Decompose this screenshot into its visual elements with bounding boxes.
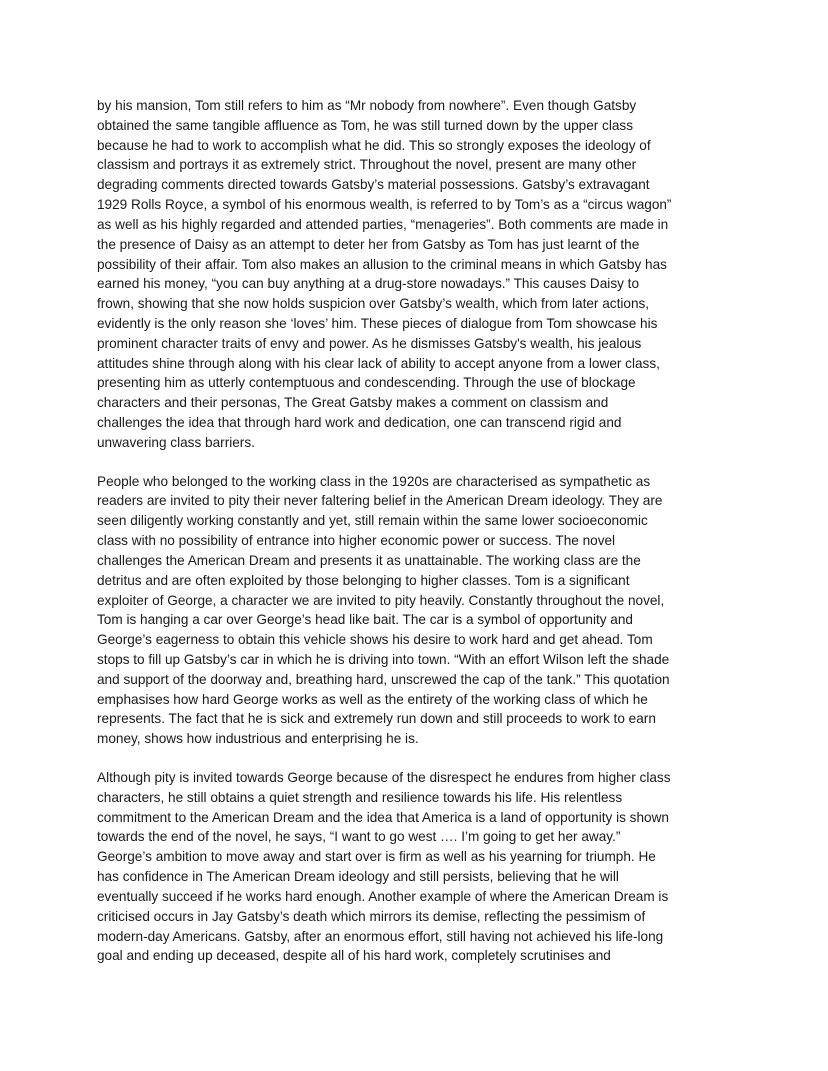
document-body: [97, 96, 737, 985]
paragraph-line: represents. The fact that he is sick and extremely run down and still proceeds to work to earn: [97, 711, 656, 727]
paragraph-line: has confidence in The American Dream ideology and still persists, believing that he will: [97, 869, 619, 885]
paragraph-line: commitment to the American Dream and the idea that America is a land of opportunity is shown: [97, 809, 669, 825]
paragraph-line: eventually succeed if he works hard enough. Another example of where the American Dream is: [97, 888, 669, 904]
paragraph-line: seen diligently working constantly and yet, still remain within the same lower socioeconomic: [97, 513, 648, 529]
paragraph-line: unwavering class barriers.: [97, 434, 255, 450]
paragraph-line: presenting him as utterly contemptuous and condescending. Through the use of blockage: [97, 375, 636, 391]
paragraph-line: evidently is the only reason she ‘loves’ him. These pieces of dialogue from Tom showcase his: [97, 315, 658, 331]
body-paragraph: [97, 96, 737, 453]
paragraph-line: People who belonged to the working class in the 1920s are characterised as sympathetic as: [97, 473, 651, 489]
paragraph-line: because he had to work to accomplish what he did. This so strongly exposes the ideology of: [97, 137, 651, 153]
paragraph-line: classism and portrays it as extremely strict. Throughout the novel, present are many other: [97, 157, 637, 173]
paragraph-line: obtained the same tangible affluence as Tom, he was still turned down by the upper class: [97, 117, 634, 133]
paragraph-line: earned his money, “you can buy anything at a drug-store nowadays.” This causes Daisy to: [97, 276, 640, 292]
paragraph-line: George’s eagerness to obtain this vehicle shows his desire to work hard and get ahead. Tom: [97, 632, 653, 648]
paragraph-line: stops to fill up Gatsby’s car in which he is driving into town. “With an effort Wilson left the shade: [97, 651, 670, 667]
paragraph-line: by his mansion, Tom still refers to him as “Mr nobody from nowhere”. Even though Gatsby: [97, 98, 637, 113]
paragraph-line: Although pity is invited towards George because of the disrespect he endures from higher class: [97, 770, 671, 785]
paragraph-line: class with no possibility of entrance into higher economic power or success. The novel: [97, 533, 616, 549]
paragraph-line: towards the end of the novel, he says, “I want to go west …. I’m going to get her away.”: [97, 829, 621, 845]
paragraph-line: attitudes shine through along with his clear lack of ability to accept anyone from a lower class,: [97, 355, 660, 371]
paragraph-line: George’s ambition to move away and start over is firm as well as his yearning for triumph. He: [97, 849, 656, 865]
paragraph-line: readers are invited to pity their never faltering belief in the American Dream ideology. They are: [97, 493, 663, 509]
paragraph-line: criticised occurs in Jay Gatsby’s death which mirrors its demise, reflecting the pessimism of: [97, 908, 646, 924]
paragraph-line: money, shows how industrious and enterprising he is.: [97, 731, 419, 747]
paragraph-line: goal and ending up deceased, despite all of his hard work, completely scrutinises and: [97, 948, 611, 964]
paragraph-line: challenges the American Dream and presents it as unattainable. The working class are the: [97, 552, 641, 568]
paragraph-line: 1929 Rolls Royce, a symbol of his enormous wealth, is referred to by Tom’s as a “circus wagon”: [97, 197, 672, 213]
paragraph-line: frown, showing that she now holds suspicion over Gatsby’s wealth, which from later actions,: [97, 296, 650, 312]
paragraph-line: as well as his highly regarded and attended parties, “menageries”. Both comments are made in: [97, 216, 669, 232]
body-paragraph: [97, 768, 737, 966]
paragraph-line: possibility of their affair. Tom also makes an allusion to the criminal means in which Gatsby has: [97, 256, 667, 272]
paragraph-line: characters, he still obtains a quiet strength and resilience towards his life. His relentless: [97, 789, 623, 805]
paragraph-line: and support of the doorway and, breathing hard, unscrewed the cap of the tank.” This quotation: [97, 671, 670, 687]
paragraph-line: the presence of Daisy as an attempt to deter her from Gatsby as Tom has just learnt of the: [97, 236, 640, 252]
paragraph-line: detritus and are often exploited by those belonging to higher classes. Tom is a significant: [97, 572, 630, 588]
paragraph-line: exploiter of George, a character we are invited to pity heavily. Constantly throughout the novel,: [97, 592, 665, 608]
paragraph-line: Tom is hanging a car over George’s head like bait. The car is a symbol of opportunity and: [97, 612, 633, 628]
paragraph-line: challenges the idea that through hard work and dedication, one can transcend rigid and: [97, 415, 622, 430]
paragraph-line: modern-day Americans. Gatsby, after an enormous effort, still having not achieved his life-long: [97, 928, 664, 944]
body-paragraph: [97, 472, 737, 749]
paragraph-line: emphasises how hard George works as well as the entirety of the working class of which he: [97, 691, 648, 707]
paragraph-line: prominent character traits of envy and power. As he dismisses Gatsby's wealth, his jealous: [97, 335, 642, 351]
paragraph-line: degrading comments directed towards Gatsby’s material possessions. Gatsby’s extravagant: [97, 177, 650, 193]
paragraph-line: characters and their personas, The Great Gatsby makes a comment on classism and: [97, 395, 609, 411]
